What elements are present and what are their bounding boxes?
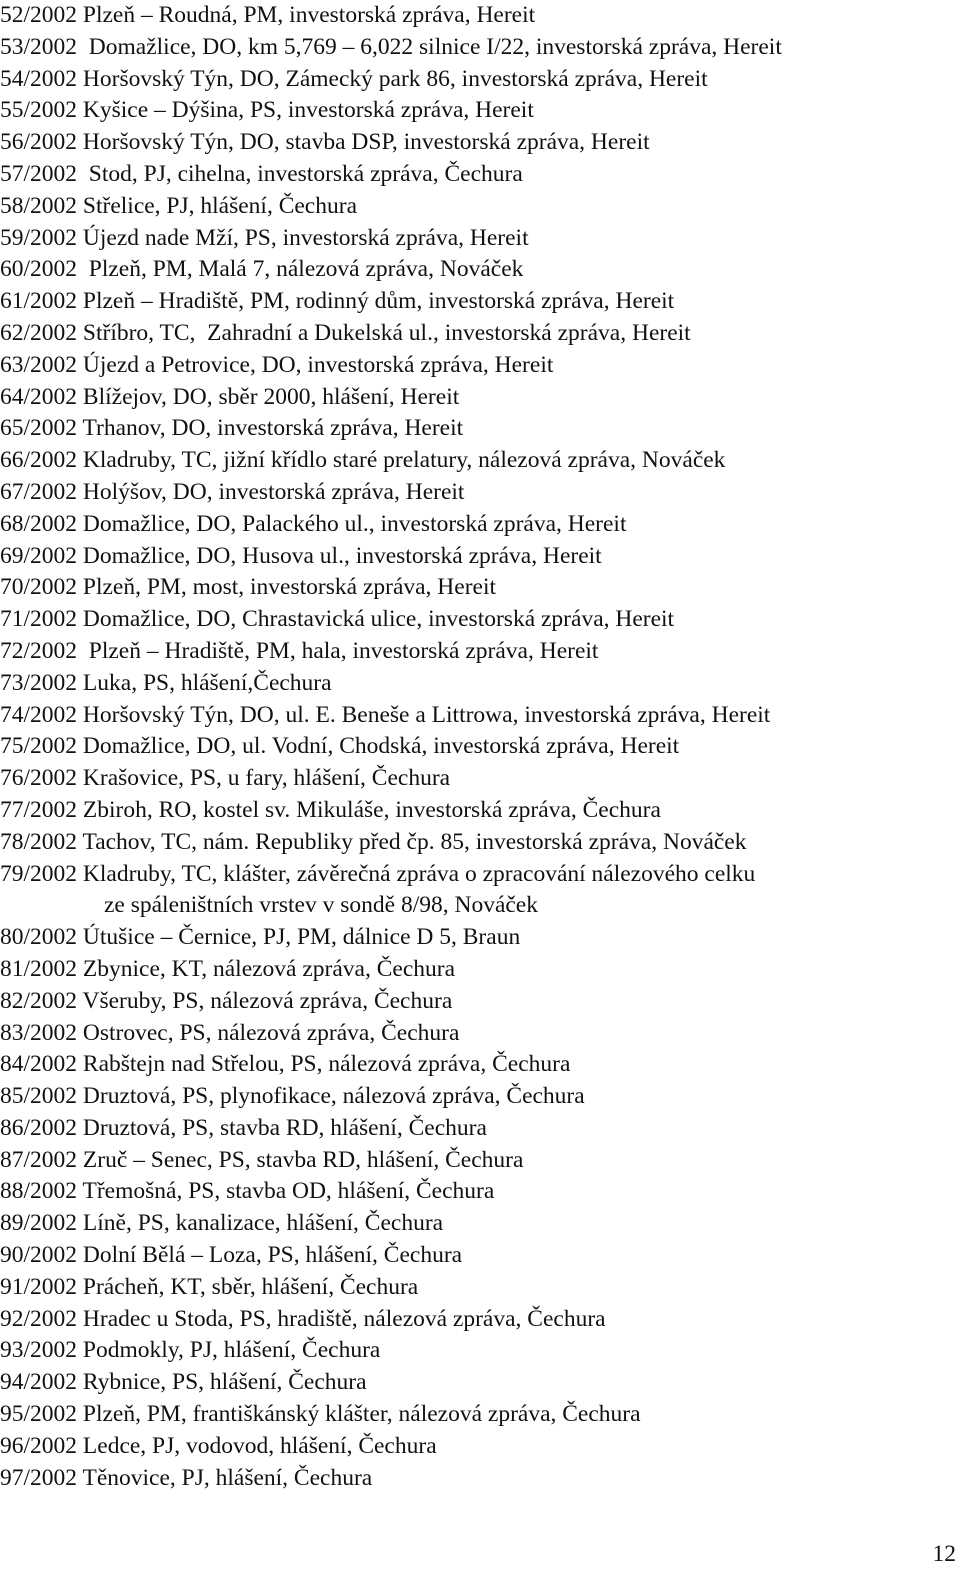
list-item: 78/2002 Tachov, TC, nám. Republiky před čp. 85, investorská zpráva, Nováček [0,828,747,855]
list-item: 95/2002 Plzeň, PM, františkánský klášter, nálezová zpráva, Čechura [0,1401,641,1428]
list-item: 87/2002 Zruč – Senec, PS, stavba RD, hlášení, Čechura [0,1146,524,1173]
list-item: 83/2002 Ostrovec, PS, nálezová zpráva, Čechura [0,1019,460,1046]
list-item: 82/2002 Všeruby, PS, nálezová zpráva, Čechura [0,987,453,1014]
list-item: 68/2002 Domažlice, DO, Palackého ul., investorská zpráva, Hereit [0,510,627,537]
list-item: 81/2002 Zbynice, KT, nálezová zpráva, Čechura [0,955,456,982]
list-item-continuation: ze spáleništních vrstev v sondě 8/98, Nováček [104,892,538,919]
list-item: 60/2002 Plzeň, PM, Malá 7, nálezová zpráva, Nováček [0,256,524,283]
list-item: 96/2002 Ledce, PJ, vodovod, hlášení, Čechura [0,1432,437,1459]
list-item: 90/2002 Dolní Bělá – Loza, PS, hlášení, Čechura [0,1242,463,1269]
list-item: 72/2002 Plzeň – Hradiště, PM, hala, investorská zpráva, Hereit [0,637,599,664]
list-item: 62/2002 Stříbro, TC, Zahradní a Dukelská ul., investorská zpráva, Hereit [0,319,691,346]
list-item: 63/2002 Újezd a Petrovice, DO, investorská zpráva, Hereit [0,351,554,378]
list-item: 76/2002 Krašovice, PS, u fary, hlášení, Čechura [0,765,451,792]
list-item: 89/2002 Líně, PS, kanalizace, hlášení, Čechura [0,1210,444,1237]
list-item: 75/2002 Domažlice, DO, ul. Vodní, Chodská, investorská zpráva, Hereit [0,733,680,760]
list-item: 64/2002 Blížejov, DO, sběr 2000, hlášení, Hereit [0,383,460,410]
list-item: 74/2002 Horšovský Týn, DO, ul. E. Beneše a Littrowa, investorská zpráva, Hereit [0,701,771,728]
list-item: 66/2002 Kladruby, TC, jižní křídlo staré prelatury, nálezová zpráva, Nováček [0,447,726,474]
page-number: 12 [932,1541,956,1567]
list-item: 58/2002 Střelice, PJ, hlášení, Čechura [0,192,357,219]
list-item: 80/2002 Útušice – Černice, PJ, PM, dálnice D 5, Braun [0,924,521,951]
list-item: 55/2002 Kyšice – Dýšina, PS, investorská zpráva, Hereit [0,97,534,124]
list-item: 77/2002 Zbiroh, RO, kostel sv. Mikuláše, investorská zpráva, Čechura [0,796,661,823]
list-item: 88/2002 Třemošná, PS, stavba OD, hlášení, Čechura [0,1178,495,1205]
list-item: 86/2002 Druztová, PS, stavba RD, hlášení, Čechura [0,1114,487,1141]
list-item: 94/2002 Rybnice, PS, hlášení, Čechura [0,1369,367,1396]
list-item: 52/2002 Plzeň – Roudná, PM, investorská zpráva, Hereit [0,2,536,28]
list-item: 57/2002 Stod, PJ, cihelna, investorská zpráva, Čechura [0,160,523,187]
list-item: 97/2002 Těnovice, PJ, hlášení, Čechura [0,1464,373,1491]
list-item: 59/2002 Újezd nade Mží, PS, investorská zpráva, Hereit [0,224,529,251]
list-item: 67/2002 Holýšov, DO, investorská zpráva, Hereit [0,478,465,505]
list-item: 93/2002 Podmokly, PJ, hlášení, Čechura [0,1337,381,1364]
list-item: 61/2002 Plzeň – Hradiště, PM, rodinný dům, investorská zpráva, Hereit [0,288,675,315]
list-item: 69/2002 Domažlice, DO, Husova ul., investorská zpráva, Hereit [0,542,602,569]
list-item: 70/2002 Plzeň, PM, most, investorská zpráva, Hereit [0,574,497,601]
list-item: 79/2002 Kladruby, TC, klášter, závěrečná zpráva o zpracování nálezového celku [0,860,756,887]
list-item: 92/2002 Hradec u Stoda, PS, hradiště, nálezová zpráva, Čechura [0,1305,606,1332]
list-item: 91/2002 Prácheň, KT, sběr, hlášení, Čechura [0,1273,419,1300]
list-item: 73/2002 Luka, PS, hlášení,Čechura [0,669,332,696]
list-item: 65/2002 Trhanov, DO, investorská zpráva, Hereit [0,415,464,442]
list-item: 56/2002 Horšovský Týn, DO, stavba DSP, investorská zpráva, Hereit [0,129,650,156]
list-item: 54/2002 Horšovský Týn, DO, Zámecký park 86, investorská zpráva, Hereit [0,65,708,92]
list-item: 53/2002 Domažlice, DO, km 5,769 – 6,022 silnice I/22, investorská zpráva, Hereit [0,33,782,60]
list-item: 84/2002 Rabštejn nad Střelou, PS, nálezová zpráva, Čechura [0,1051,571,1078]
list-item: 85/2002 Druztová, PS, plynofikace, nálezová zpráva, Čechura [0,1083,585,1110]
list-item: 71/2002 Domažlice, DO, Chrastavická ulice, investorská zpráva, Hereit [0,606,675,633]
